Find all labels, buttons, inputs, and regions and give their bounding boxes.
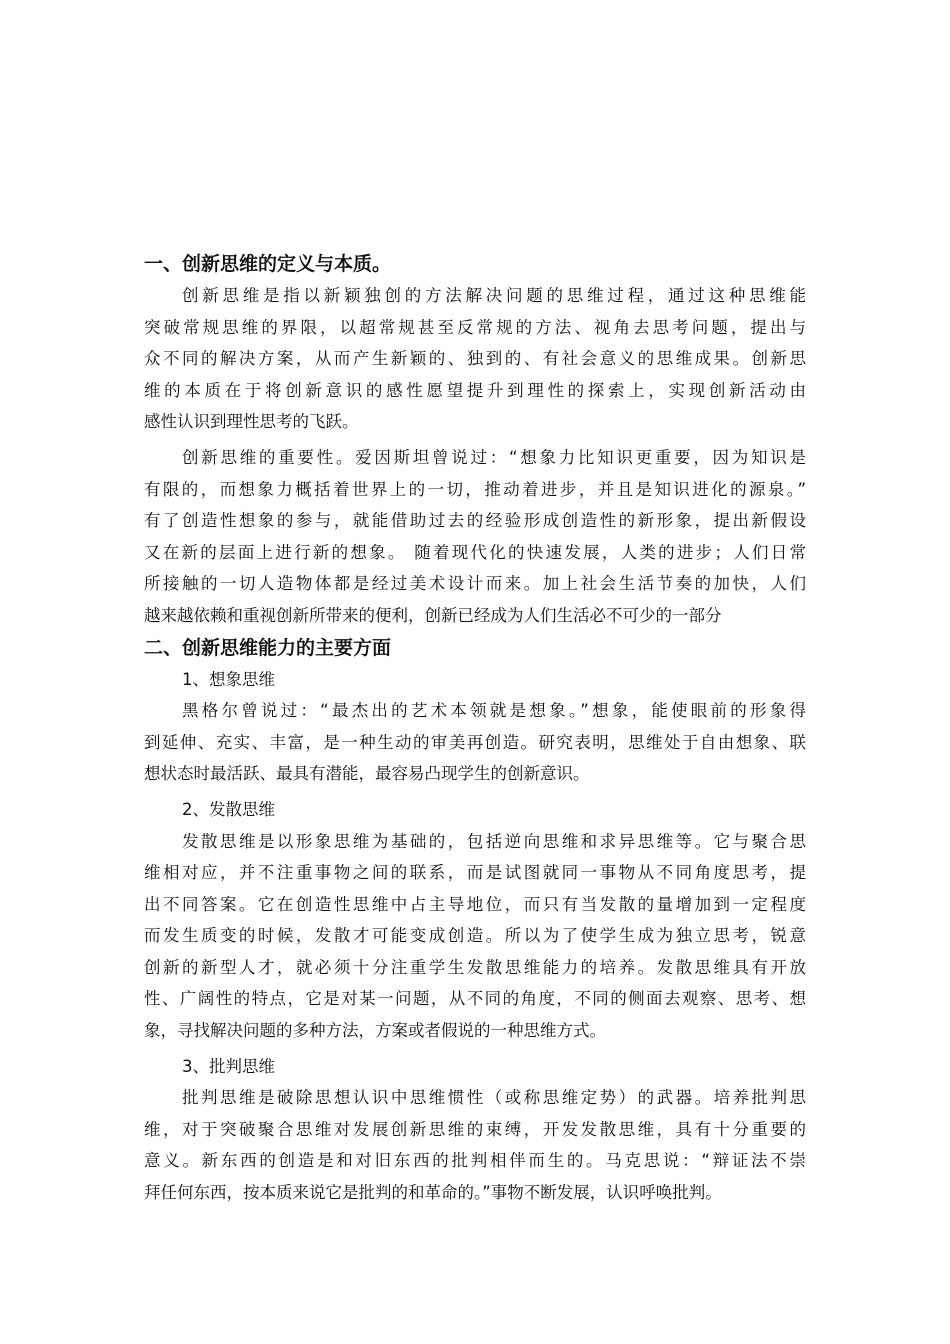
paragraph-line: 到延伸、充实、丰富，是一种生动的审美再创造。研究表明，思维处于自由想象、联 <box>144 732 806 752</box>
paragraph-line: 众不同的解决方案，从而产生新颖的、独到的、有社会意义的思维成果。创新思 <box>144 349 806 369</box>
divergent-paragraph <box>144 826 806 1047</box>
document-page <box>144 248 806 1209</box>
paragraph-line: 象，寻找解决问题的多种方法，方案或者假说的一种思维方式。 <box>144 1021 606 1041</box>
paragraph-line: 发散思维是以形象思维为基础的，包括逆向思维和求异思维等。它与聚合思 <box>182 831 806 851</box>
critical-paragraph <box>144 1082 806 1208</box>
paragraph-line: 维的本质在于将创新意识的感性愿望提升到理性的探索上，实现创新活动由 <box>144 380 806 400</box>
paragraph-line: 维相对应，并不注重事物之间的联系，而是试图就同一事物从不同角度思考，提 <box>144 863 806 883</box>
paragraph-line: 维，对于突破聚合思维对发展创新思维的束缚，开发发散思维，具有十分重要的 <box>144 1119 806 1139</box>
paragraph-line: 有了创造性想象的参与，就能借助过去的经验形成创造性的新形象，提出新假设 <box>144 511 806 531</box>
paragraph-line: 所接触的一切人造物体都是经过美术设计而来。加上社会生活节奏的加快，人们 <box>144 574 806 594</box>
paragraph-line: 而发生质变的时候，发散才可能变成创造。所以为了使学生成为独立思考，锐意 <box>144 926 806 946</box>
section1-paragraph-2 <box>144 442 806 632</box>
paragraph-line: 创新思维的重要性。爱因斯坦曾说过：“想象力比知识更重要，因为知识是 <box>182 447 806 467</box>
paragraph-line: 出不同答案。它在创造性思维中占主导地位，而只有当发散的量增加到一定程度 <box>144 894 806 914</box>
section1-heading: 一、创新思维的定义与本质。 <box>144 253 392 275</box>
subheading-imagination: 1、想象思维 <box>182 669 275 689</box>
paragraph-line: 批判思维是破除思想认识中思维惯性（或称思维定势）的武器。培养批判思 <box>182 1088 806 1108</box>
paragraph-line: 有限的，而想象力概括着世界上的一切，推动着进步，并且是知识进化的源泉。” <box>144 479 806 499</box>
paragraph-line: 想状态时最活跃、最具有潜能，最容易凸现学生的创新意识。 <box>144 764 590 784</box>
paragraph-line: 感性认识到理性思考的飞跃。 <box>144 412 359 432</box>
imagination-paragraph <box>144 695 806 790</box>
subheading-critical: 3、批判思维 <box>182 1056 275 1076</box>
section1-paragraph-1 <box>144 280 806 438</box>
paragraph-line: 创新思维是指以新颖独创的方法解决问题的思维过程，通过这种思维能 <box>182 286 806 305</box>
paragraph-line: 意义。新东西的创造是和对旧东西的批判相伴而生的。马克思说：“辩证法不崇 <box>144 1151 806 1171</box>
paragraph-line: 越来越依赖和重视创新所带来的便利，创新已经成为人们生活必不可少的一部分 <box>144 605 722 625</box>
paragraph-line: 拜任何东西，按本质来说它是批判的和革命的。”事物不断发展，认识呼唤批判。 <box>144 1183 722 1203</box>
paragraph-line: 创新的新型人才，就必须十分注重学生发散思维能力的培养。发散思维具有开放 <box>144 957 806 977</box>
paragraph-line: 黑格尔曾说过：“最杰出的艺术本领就是想象。”想象，能使眼前的形象得 <box>182 701 806 721</box>
paragraph-line: 性、广阔性的特点，它是对某一问题，从不同的角度，不同的侧面去观察、思考、想 <box>144 989 806 1009</box>
paragraph-line: 突破常规思维的界限，以超常规甚至反常规的方法、视角去思考问题，提出与 <box>144 317 806 337</box>
paragraph-line: 又在新的层面上进行新的想象。 随着现代化的快速发展，人类的进步；人们日常 <box>144 542 806 562</box>
section2-heading: 二、创新思维能力的主要方面 <box>144 636 392 659</box>
subheading-divergent: 2、发散思维 <box>182 799 275 819</box>
